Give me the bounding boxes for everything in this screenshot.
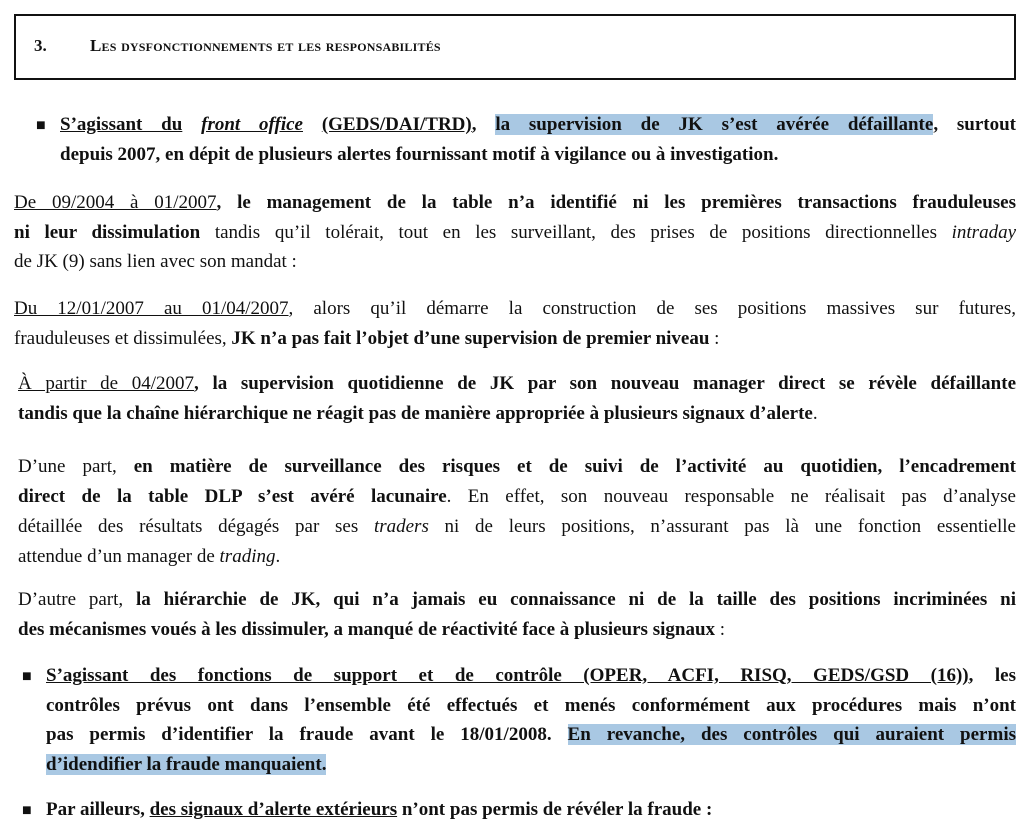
section-number: 3. — [34, 36, 47, 55]
paragraph-autre-part — [18, 585, 1016, 644]
text: contrôles prévus ont dans l’ensemble été effectués et menés conformément aux procédures mais n’ont — [46, 694, 1016, 716]
paragraph-front-office — [60, 110, 1016, 169]
period-2004: De 09/2004 à 01/2007 — [14, 192, 217, 213]
text: . En effet, son nouveau responsable ne réalisait pas d’analyse — [446, 486, 1016, 507]
text: n’ont pas permis de révéler la fraude : — [397, 799, 713, 820]
paragraph-2007 — [14, 294, 1016, 353]
bullet-square-icon: ■ — [22, 668, 32, 685]
paragraph-une-part — [18, 452, 1016, 572]
period-2007: Du 12/01/2007 au 01/04/2007 — [14, 298, 289, 319]
text-bold: ni leur dissimulation — [14, 221, 201, 243]
text-bold: la hiérarchie de JK, qui n’a jamais eu connaissance ni de la taille des positions incriminées ni — [135, 589, 1017, 610]
front-office-code: (GEDS/DAI/TRD) — [321, 114, 472, 135]
comma: , — [471, 114, 477, 135]
text: D’autre part, — [18, 589, 136, 610]
text: , la supervision quotidienne de JK par son nouveau manager direct se révèle défaillante — [194, 373, 1016, 394]
text: , le management de la table n’a identifié ni les premières transactions frauduleuses — [216, 192, 1016, 213]
period-04-2007: À partir de 04/2007 — [18, 373, 195, 394]
text-italic: intraday — [951, 221, 1017, 243]
text: : — [715, 618, 726, 640]
text-italic: traders — [373, 516, 429, 537]
paragraph-support-controle — [46, 661, 1016, 779]
text: ni de leurs positions, n’assurant pas là une fonction essentielle — [428, 516, 1016, 537]
text: pas permis d’identifier la fraude avant le 18/01/2008. — [46, 724, 568, 745]
front-office-label: S’agissant du — [60, 114, 183, 135]
paragraph-04-2007 — [18, 369, 1016, 428]
highlighted-text: la supervision de JK s’est avérée défaillante — [495, 114, 934, 135]
paragraph-par-ailleurs — [46, 795, 1016, 825]
text: attendue d’un manager de — [18, 546, 220, 567]
text-italic: trading — [219, 546, 276, 567]
text: Par ailleurs, — [46, 799, 150, 820]
highlighted-text: En revanche, des contrôles qui auraient permis — [567, 724, 1016, 745]
text: : — [709, 327, 720, 349]
text-bold: en matière de surveillance des risques et de suivi de l’activité au quotidien, l’encadrement — [133, 456, 1016, 477]
text-bold: direct de la table DLP s’est avéré lacunaire — [18, 486, 447, 507]
text: détaillée des résultats dégagés par ses — [18, 516, 374, 537]
signals-label: des signaux d’alerte extérieurs — [149, 799, 398, 820]
text: tandis qu’il tolérait, tout en les surveillant, des prises de positions directionnelles — [200, 221, 937, 243]
section-title: Les dysfonctionnements et les responsabilités — [90, 36, 441, 55]
text-bold: JK n’a pas fait l’objet d’une supervision de premier niveau — [231, 327, 710, 349]
text: de JK (9) sans lien avec son mandat : — [14, 251, 297, 272]
paragraph-2004-2007 — [14, 188, 1016, 277]
text: . — [275, 546, 281, 567]
text-bold: tandis que la chaîne hiérarchique ne réagit pas de manière appropriée à plusieurs signaux d’alerte — [18, 402, 813, 424]
front-office-line-2: depuis 2007, en dépit de plusieurs alertes fournissant motif à vigilance ou à investigation. — [60, 143, 779, 165]
line-end: , surtout — [933, 114, 1016, 135]
front-office-term: front office — [201, 114, 303, 135]
highlighted-text: d’idendifier la fraude manquaient. — [46, 753, 327, 775]
text: , alors qu’il démarre la construction de ses positions massives sur futures, — [288, 298, 1016, 319]
text-bold: des mécanismes voués à les dissimuler, a manqué de réactivité face à plusieurs signaux — [18, 618, 716, 640]
section-heading-box — [14, 14, 1016, 80]
bullet-square-icon: ■ — [36, 117, 46, 134]
text: D’une part, — [18, 456, 134, 477]
text: frauduleuses et dissimulées, — [14, 327, 232, 349]
bullet-square-icon: ■ — [22, 802, 32, 819]
text: . — [812, 402, 818, 424]
support-label: S’agissant des fonctions de support et de contrôle (OPER, ACFI, RISQ, GEDS/GSD (16)) — [46, 665, 969, 686]
text: , les — [968, 665, 1016, 686]
